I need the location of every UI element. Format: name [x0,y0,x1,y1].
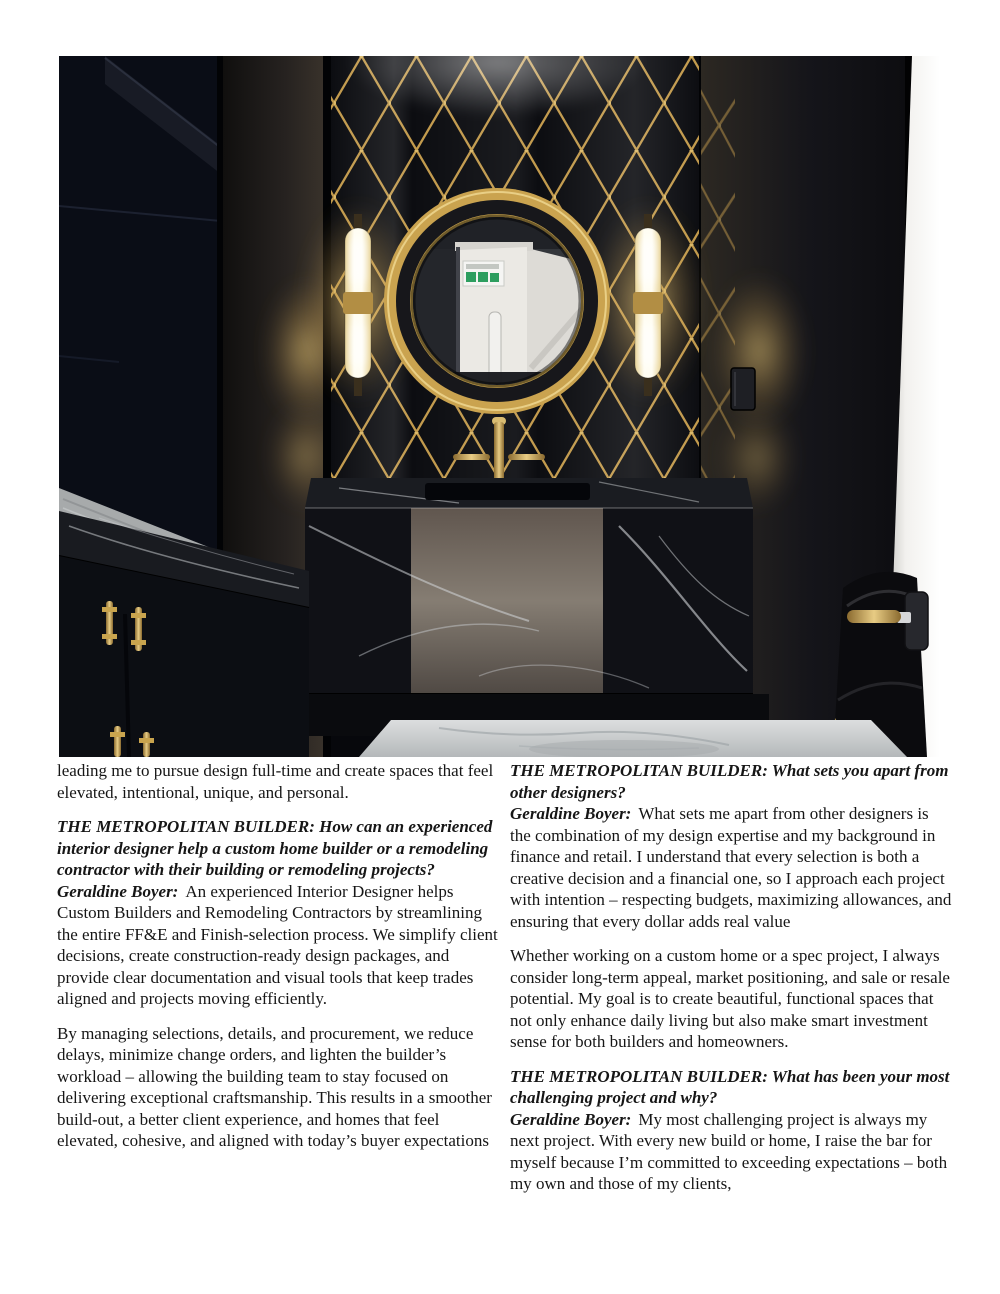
answer-text: What sets me apart from other designers is the combination of my design expertise and my background in finance and retail. I understand that every selection is both a creative decision and a financial one, so I approach each project with intention – respecting budgets, maximizing allowances, and ensuring that every dollar adds real value [510,804,952,931]
article-column-right [510,760,952,1208]
black-marble-vanity [305,478,753,694]
interview-question: THE METROPOLITAN BUILDER: How can an experienced interior designer help a custom home builder or a remodeling contractor with their building or remodeling projects? [57,817,493,879]
paragraph-text: Whether working on a custom home or a spec project, I always consider long-term appeal, market positioning, and sale or resale potential. My goal is to create beautiful, functional spaces that not only enhance daily living but also make smart investment sense for both builders and homeowners. [510,946,950,1051]
exit-sign [463,261,504,286]
interview-question: THE METROPOLITAN BUILDER: What sets you apart from other designers? [510,761,949,802]
interview-answer [57,881,501,1010]
paragraph-text: leading me to pursue design full-time and create spaces that feel elevated, intentional, unique, and personal. [57,761,494,802]
speaker-label: Geraldine Boyer: [57,881,179,901]
body-paragraph [57,760,501,803]
speaker-label: Geraldine Boyer: [510,1109,632,1129]
interview-answer [510,803,952,932]
bathroom-photo [59,56,940,757]
qa-block [510,760,952,932]
round-wall-mirror [384,188,610,414]
interview-question: THE METROPOLITAN BUILDER: What has been your most challenging project and why? [510,1066,950,1107]
speaker-label: Geraldine Boyer: [510,804,632,823]
qa-block [57,816,501,1010]
interview-answer [510,1109,952,1195]
qa-block [510,1066,952,1195]
paragraph-text: By managing selections, details, and procurement, we reduce delays, minimize change orders, and lighten the builder’s workload – allowing the building team to stay focused on delivering exceptional craftsmanship. This results in a smoother build-out, a better client experience, and homes that feel elevated, cohesive, and aligned with today’s buyer expectations [57,1023,492,1150]
answer-text: An experienced Interior Designer helps Custom Builders and Remodeling Contractors by streamlining the entire FF&E and Finish-selection process. We simplify client decisions, create construction-ready design packages, and provide clear documentation and visual tools that keep trades aligned and projects moving efficiently. [57,881,498,1008]
body-paragraph [57,1023,501,1152]
sink-basin [425,483,590,500]
hero-photo-luxury-powder-room [59,56,940,757]
answer-text: My most challenging project is always my next project. With every new build or home, I raise the bar for myself because I’m committed to exceeding expectations – both my own and those of my clients, [510,1109,948,1193]
body-paragraph [510,945,952,1053]
brass-door-handle [847,610,901,623]
article-column-left [57,760,501,1165]
